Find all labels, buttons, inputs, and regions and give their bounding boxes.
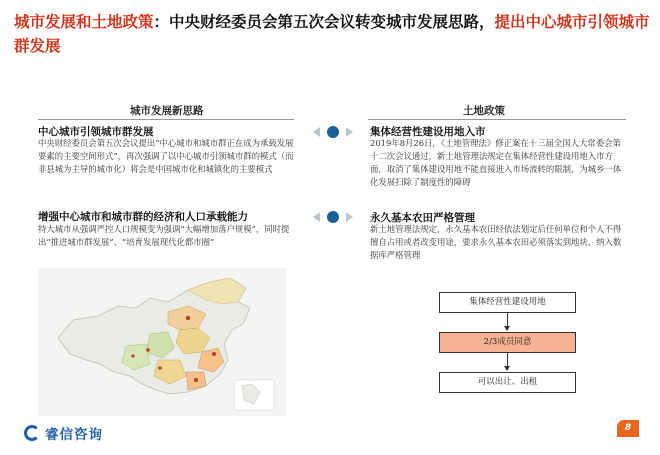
flow-step-2: 2/3成员同意 — [439, 332, 576, 353]
right-section-1-title: 集体经营性建设用地入市 — [370, 126, 486, 138]
section-2-connector — [313, 211, 353, 223]
left-column-heading: 城市发展新思路 — [130, 105, 204, 117]
left-triangle-icon — [313, 127, 320, 137]
flow-arrow-1 — [507, 313, 508, 330]
left-section-2-title: 增强中心城市和城市群的经济和人口承载能力 — [38, 211, 248, 223]
left-section-2-body: 特大城市从强调严控人口规模变为强调“大幅增加落户规模”，同时提出“推进城市群发展”、“培育发展现代化都市圈” — [38, 224, 290, 247]
logo-mark-icon — [24, 425, 40, 441]
flow-step-1: 集体经营性建设用地 — [439, 292, 576, 313]
title-highlight-1: 城市发展和土地政策 — [14, 13, 154, 31]
blue-dot-icon — [327, 211, 339, 223]
right-column-heading: 土地政策 — [463, 105, 505, 117]
flow-step-3: 可以出让、出租 — [439, 372, 576, 393]
right-triangle-icon — [346, 127, 353, 137]
logo-text: 睿信咨询 — [45, 427, 103, 443]
right-triangle-icon — [346, 212, 353, 222]
title-highlight-2: 提出中心城市引领城市群发展 — [14, 13, 650, 55]
title-middle: ：中央财经委员会第五次会议转变城市发展思路， — [153, 13, 495, 31]
right-heading-divider — [368, 119, 626, 120]
left-section-1-title: 中心城市引领城市群发展 — [38, 126, 154, 138]
left-section-1-body: 中央财经委员会第五次会议提出“中心城市和城市群正在成为承载发展要素的主要空间形式”，再次强调了以中心城市引领城市群的模式（而非县城为主导的城市化）将会是中国城市化和城镇化的主要模式 — [38, 138, 294, 174]
right-section-1-body: 2019年8月26日，《土地管理法》修正案在十三届全国人大常委会第十二次会议通过，新土地管理法规定在集体经营性建设用地入市方面，取消了集体建设用地不能直接进入市场流转的限制，为城乡一体化发展扫除了制度性的障碍 — [370, 138, 622, 187]
right-section-2-title: 永久基本农田严格管理 — [370, 212, 475, 224]
left-triangle-icon — [313, 212, 320, 222]
page-number-badge: 8 — [617, 420, 639, 437]
left-heading-divider — [38, 119, 294, 120]
section-1-connector — [313, 126, 353, 138]
china-city-cluster-map — [38, 268, 286, 416]
company-logo — [24, 423, 103, 443]
blue-dot-icon — [327, 126, 339, 138]
page-title — [14, 10, 650, 58]
flow-arrow-2 — [507, 353, 508, 370]
right-section-2-body: 新土地管理法规定，永久基本农田经依法划定后任何单位和个人不得擅自占用或者改变用途，要求永久基本农田必须落实到地块，纳入数据库严格管理 — [370, 224, 622, 260]
